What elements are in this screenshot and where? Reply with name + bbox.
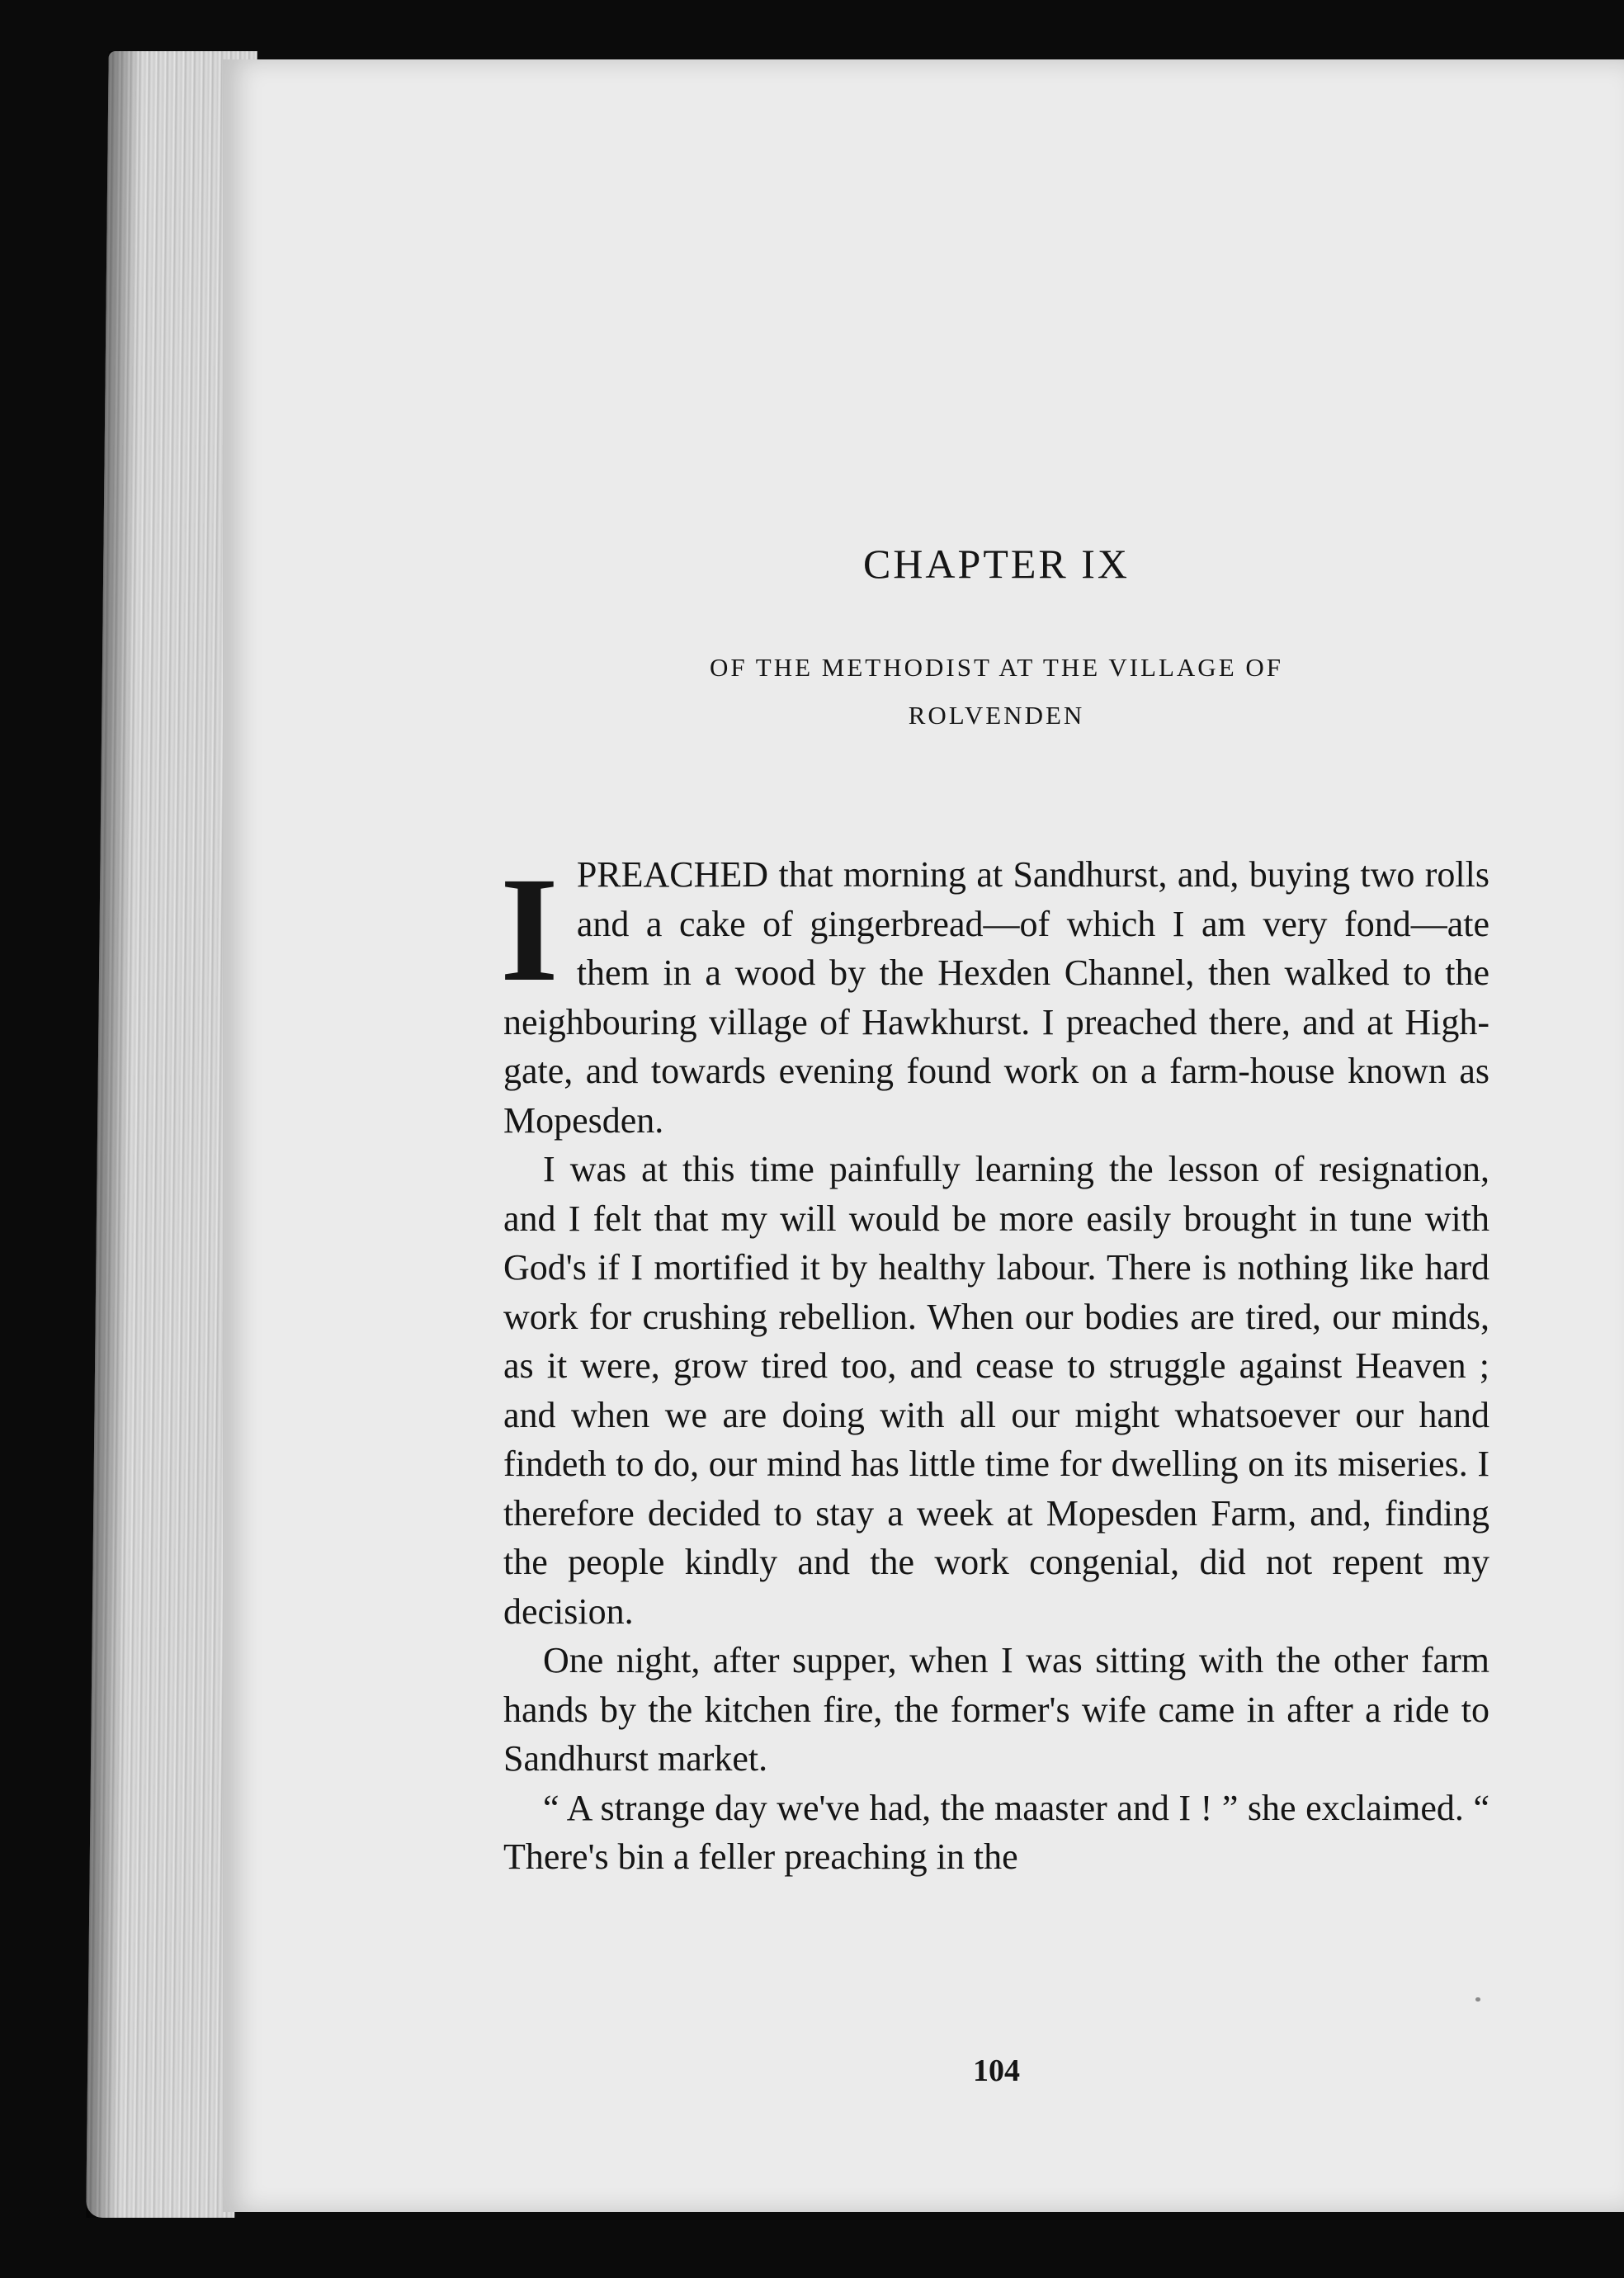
body-text <box>500 847 1489 1882</box>
paragraph-4: “ A strange day we've had, the maaster and I ! ” she exclaimed. “ There's bin a feller preaching in the <box>503 1787 1489 1877</box>
paragraph-1 <box>500 847 1489 1145</box>
chapter-subtitle-line-2: ROLVENDEN <box>908 701 1085 730</box>
chapter-subtitle <box>503 644 1489 740</box>
chapter-subtitle-line-1: OF THE METHODIST AT THE VILLAGE OF <box>709 653 1284 682</box>
paragraph-2: I was at this time painfully learning the lesson of resignation, and I felt that my will would be more easily brought in tune with God's if I mortified it by healthy labour. There is nothing like hard work for crushing rebellion. When our bodies are tired, our minds, as it were, grow tired too, and cease to struggle against Heaven ; and when we are doing with all our might whatsoever our hand findeth to do, our mind has little time for dwelling on its miseries. I therefore decided to stay a week at Mopesden Farm, and, finding the people kindly and the work congenial, did not repent my decision. <box>503 1149 1489 1632</box>
chapter-title: CHAPTER IX <box>862 541 1131 587</box>
scan-speck <box>1475 1997 1480 2002</box>
paragraph-3: One night, after supper, when I was sitting with the other farm hands by the kitchen fire, the former's wife came in after a ride to Sandhurst market. <box>503 1640 1489 1779</box>
paragraph-1-text: PREACHED that morning at Sandhurst, and, buying two rolls and a cake of gingerbread—of which I am very fond—ate them in a wood by the Hexden Channel, then walked to the neighbouring village of Hawkhurst. I preached there, and at High-gate, and towards evening found work on a farm-house known as Mopesden. <box>503 854 1489 1141</box>
page-number: 104 <box>973 2054 1020 2088</box>
drop-cap: I <box>500 847 559 1013</box>
book-page <box>223 59 1624 2212</box>
